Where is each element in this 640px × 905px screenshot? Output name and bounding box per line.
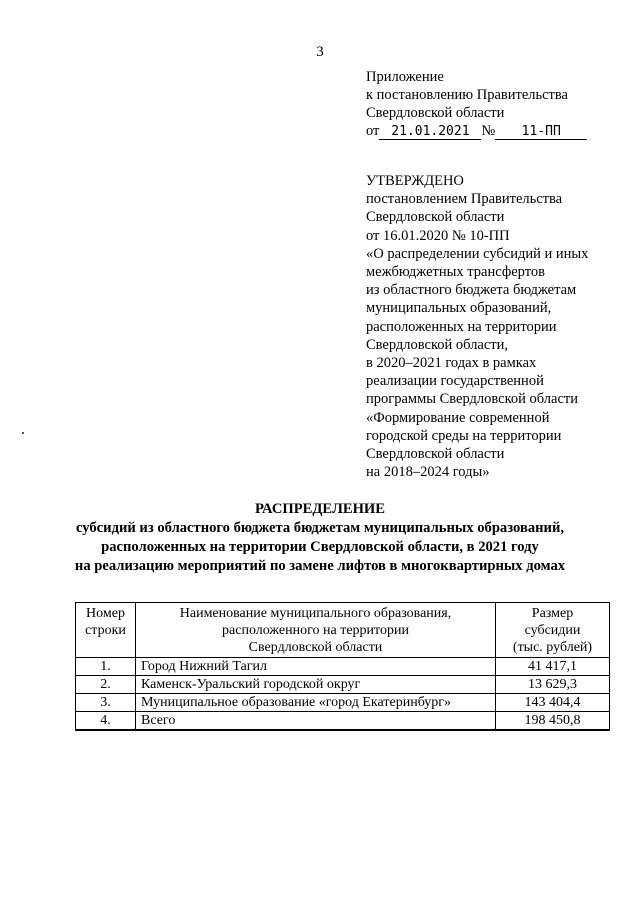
approved-line: межбюджетных трансфертов	[366, 264, 545, 281]
total-label: Всего	[136, 712, 496, 731]
document-heading	[0, 500, 640, 576]
approved-line: муниципальных образований,	[366, 300, 552, 317]
heading-subtitle-line: субсидий из областного бюджета бюджетам муниципальных образований,	[76, 520, 564, 536]
approved-line: программы Свердловской области	[366, 391, 579, 408]
subsidy-amount: 13 629,3	[496, 676, 610, 694]
heading-subtitle-line: расположенных на территории Свердловской области, в 2021 году	[101, 539, 539, 555]
table-header-row	[76, 603, 610, 658]
approved-block	[366, 172, 616, 481]
number-prefix: №	[481, 123, 496, 139]
appendix-region-line: Свердловской области	[366, 105, 505, 121]
distribution-table	[75, 602, 610, 731]
resolution-number: 11-ПП	[495, 124, 587, 140]
approved-line: Свердловской области	[366, 446, 505, 463]
table-row	[76, 676, 610, 694]
approved-line: расположенных на территории	[366, 318, 557, 335]
approved-line: постановлением Правительства	[366, 191, 563, 208]
table-row	[76, 658, 610, 676]
appendix-date-number-line	[366, 122, 616, 140]
appendix-resolution-line: к постановлению Правительства	[366, 87, 568, 103]
municipality-name: Город Нижний Тагил	[136, 658, 496, 676]
approved-line: в 2020–2021 годах в рамках	[366, 355, 537, 372]
resolution-date: 21.01.2021	[379, 124, 481, 140]
row-number: 4.	[76, 712, 136, 731]
approved-line: из областного бюджета бюджетам	[366, 282, 577, 299]
appendix-title: Приложение	[366, 69, 444, 85]
table-total-row	[76, 712, 610, 731]
approved-line: «Формирование современной	[366, 409, 550, 426]
heading-subtitle-line: на реализацию мероприятий по замене лифтов в многоквартирных домах	[74, 558, 566, 574]
scan-speck	[22, 432, 24, 434]
page-number: 3	[316, 44, 324, 60]
approved-line: на 2018–2024 годы»	[366, 464, 490, 481]
approved-line: городской среды на территории	[366, 427, 562, 444]
subsidy-amount: 41 417,1	[496, 658, 610, 676]
total-amount: 198 450,8	[496, 712, 610, 731]
column-header-name: Наименование муниципального образования, расположенного на территории Свердловской области	[136, 603, 496, 658]
subsidy-amount: 143 404,4	[496, 694, 610, 712]
row-number: 3.	[76, 694, 136, 712]
row-number: 1.	[76, 658, 136, 676]
row-number: 2.	[76, 676, 136, 694]
approved-line: Свердловской области	[366, 209, 505, 226]
table-row	[76, 694, 610, 712]
approved-line: от 16.01.2020 № 10-ПП	[366, 227, 510, 244]
municipality-name: Муниципальное образование «город Екатеринбург»	[136, 694, 496, 712]
appendix-block	[366, 68, 616, 140]
date-prefix: от	[366, 123, 380, 139]
municipality-name: Каменск-Уральский городской округ	[136, 676, 496, 694]
column-header-number: Номер строки	[76, 603, 136, 658]
approved-title: УТВЕРЖДЕНО	[366, 173, 464, 189]
approved-line: Свердловской области,	[366, 336, 509, 353]
column-header-amount: Размер субсидии (тыс. рублей)	[496, 603, 610, 658]
approved-line: реализации государственной	[366, 373, 544, 390]
approved-line: «О распределении субсидий и иных	[366, 245, 589, 262]
heading-title: РАСПРЕДЕЛЕНИЕ	[254, 501, 386, 517]
